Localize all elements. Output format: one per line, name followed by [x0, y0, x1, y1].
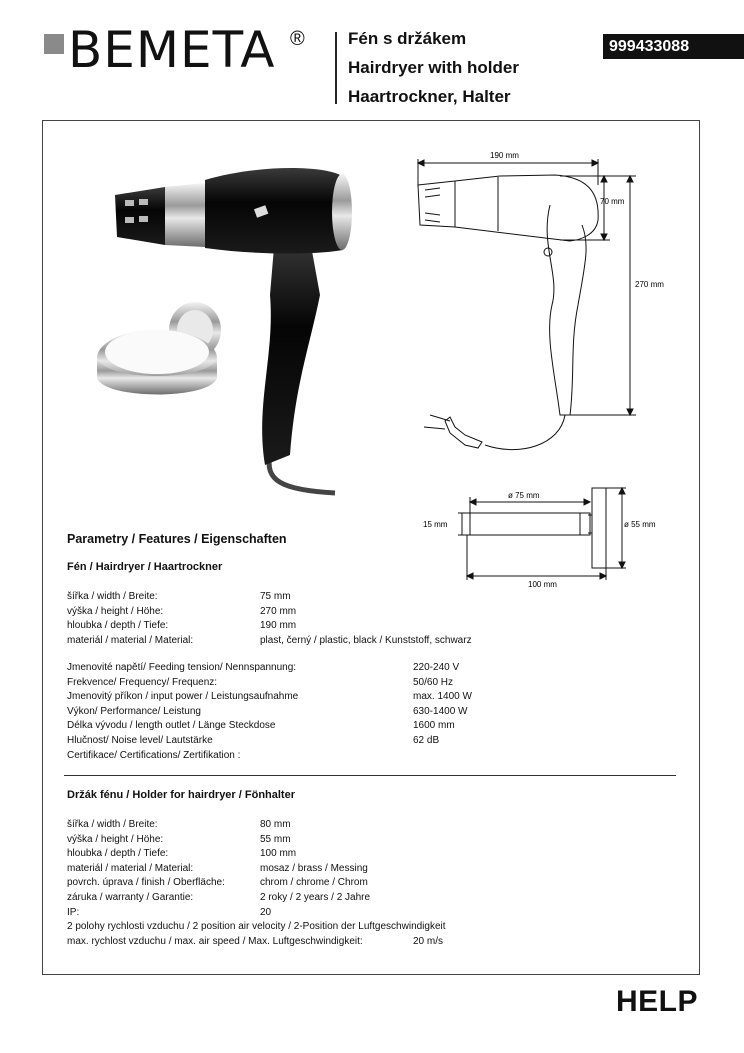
row-label: IP: — [67, 906, 80, 918]
brand-logo: BEMETA — [68, 21, 276, 79]
table-row — [67, 619, 297, 634]
header-separator — [335, 32, 337, 104]
hairdryer-heading: Fén / Hairdryer / Haartrockner — [67, 561, 223, 573]
dim-70-label: 70 mm — [600, 197, 625, 206]
section-divider — [64, 775, 676, 776]
product-code: 999433088 — [603, 34, 744, 59]
row-value: max. 1400 W — [413, 691, 472, 703]
row-label: Frekvence/ Frequency/ Frequenz: — [67, 676, 218, 688]
table-row — [67, 906, 446, 921]
holder-photo — [95, 300, 230, 410]
row-label: hloubka / depth / Tiefe: — [67, 620, 169, 632]
row-value: mosaz / brass / Messing — [260, 862, 368, 874]
table-row — [67, 705, 468, 720]
dim-190-label: 190 mm — [490, 151, 519, 160]
holder-drawing — [420, 485, 670, 590]
title-en: Hairdryer with holder — [348, 58, 519, 77]
holder-table — [67, 818, 446, 949]
row-value: 1600 mm — [413, 720, 455, 732]
row-value: 62 dB — [413, 734, 440, 746]
velocity-note: 2 polohy rychlosti vzduchu / 2 position air velocity / 2-Position der Luftgeschwindigkeit — [67, 921, 446, 933]
row-value: plast, černý / plastic, black / Kunststoff, schwarz — [260, 634, 472, 646]
row-value: 80 mm — [260, 819, 291, 830]
row-label: Jmenovitý příkon / input power / Leistungsaufnahme — [67, 691, 299, 703]
table-row — [67, 590, 291, 605]
row-value: 2 roky / 2 years / 2 Jahre — [260, 891, 371, 903]
table-row — [67, 661, 460, 676]
row-label: materiál / material / Material: — [67, 634, 194, 646]
row-value: 220-240 V — [413, 662, 460, 673]
table-row — [67, 719, 455, 734]
row-label: Délka vývodu / length outlet / Länge Steckdose — [67, 720, 276, 732]
row-label: šířka / width / Breite: — [67, 819, 158, 830]
row-value: 100 mm — [260, 848, 297, 860]
row-label: max. rychlost vzduchu / max. air speed / Max. Luftgeschwindigkeit: — [67, 935, 363, 947]
row-value: 630-1400 W — [413, 705, 468, 717]
row-label: Výkon/ Performance/ Leistung — [67, 705, 201, 717]
table-row — [67, 833, 446, 848]
row-label: záruka / warranty / Garantie: — [67, 891, 194, 903]
features-heading: Parametry / Features / Eigenschaften — [67, 532, 287, 546]
row-value: 55 mm — [260, 833, 291, 845]
title-cz: Fén s držákem — [348, 29, 467, 48]
hairdryer-electrical-table — [67, 661, 472, 763]
row-label: výška / height / Höhe: — [67, 605, 164, 617]
row-value: 20 — [260, 906, 272, 918]
row-label: Jmenovité napětí/ Feeding tension/ Nennspannung: — [67, 662, 297, 673]
row-label: šířka / width / Breite: — [67, 591, 158, 602]
logo-square — [44, 34, 64, 54]
table-row — [67, 690, 472, 705]
table-row — [67, 676, 454, 691]
holder-heading: Držák fénu / Holder for hairdryer / Fönhalter — [67, 789, 295, 801]
row-value: 50/60 Hz — [413, 676, 454, 688]
row-value: 190 mm — [260, 620, 297, 632]
row-value: 75 mm — [260, 591, 291, 602]
dim-55-label: ø 55 mm — [624, 520, 656, 529]
row-label: Hlučnost/ Noise level/ Lautstärke — [67, 734, 213, 746]
row-label: hloubka / depth / Tiefe: — [67, 848, 169, 860]
row-label: Certifikace/ Certifications/ Zertifikation : — [67, 749, 241, 761]
row-value: 270 mm — [260, 605, 297, 617]
dim-75-label: ø 75 mm — [508, 491, 540, 500]
help-label: HELP — [616, 985, 699, 1018]
title-de: Haartrockner, Halter — [348, 87, 511, 106]
table-row — [67, 935, 446, 950]
row-value: chrom / chrome / Chrom — [260, 877, 368, 889]
row-label: povrch. úprava / finish / Oberfläche: — [67, 877, 225, 889]
table-row — [67, 876, 446, 891]
registered-mark: ® — [290, 28, 305, 50]
dim-270-label: 270 mm — [635, 280, 664, 289]
hairdryer-drawing — [410, 145, 664, 465]
table-row — [67, 862, 446, 877]
dim-100-label: 100 mm — [528, 580, 557, 589]
table-row — [67, 634, 472, 649]
table-row — [67, 605, 297, 620]
table-row — [67, 749, 298, 764]
dim-15-label: 15 mm — [423, 520, 448, 529]
hairdryer-dims-table — [67, 590, 472, 648]
table-row — [67, 734, 440, 749]
row-label: výška / height / Höhe: — [67, 833, 164, 845]
table-row — [67, 891, 446, 906]
table-row — [67, 847, 446, 862]
row-label: materiál / material / Material: — [67, 862, 194, 874]
row-value: 20 m/s — [413, 935, 444, 947]
table-row — [67, 818, 446, 833]
